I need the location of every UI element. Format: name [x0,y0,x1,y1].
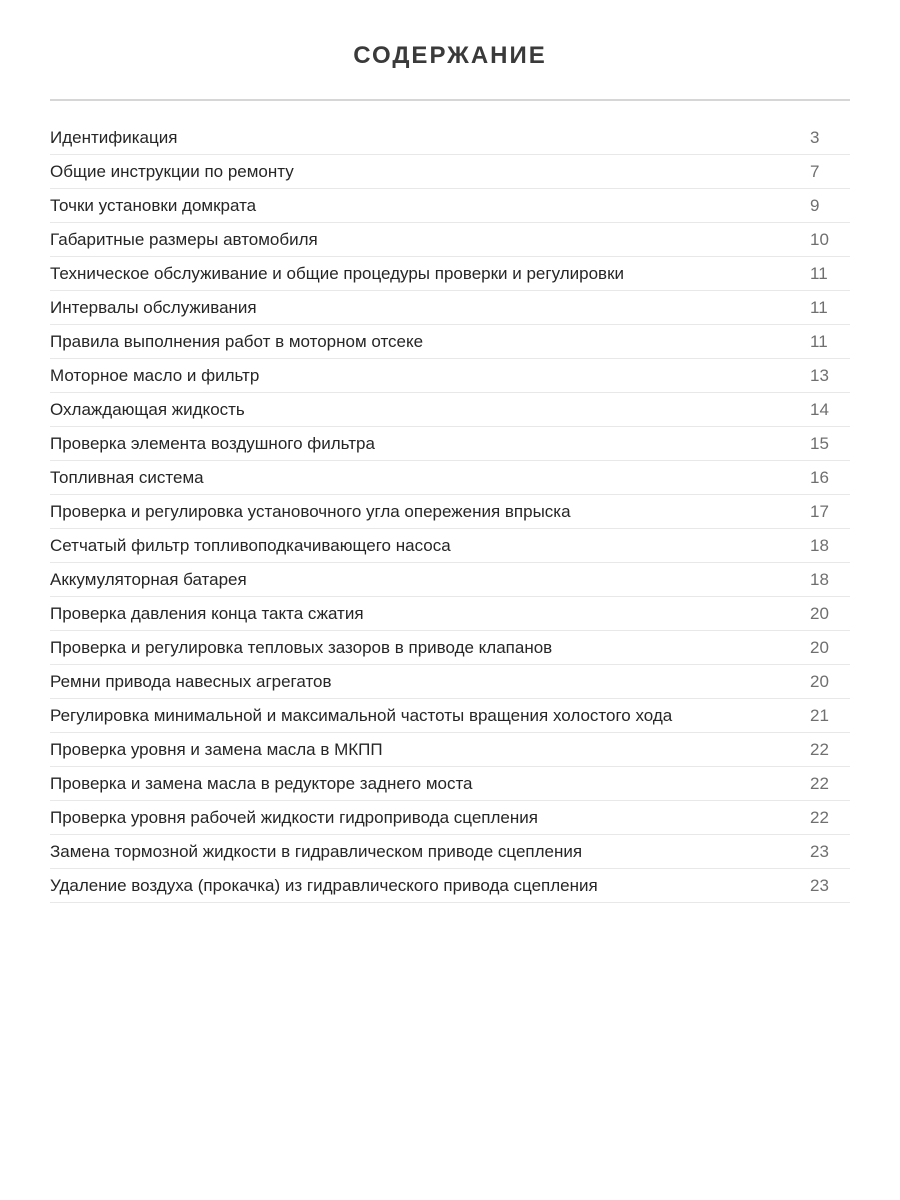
toc-entry-title: Проверка уровня рабочей жидкости гидропривода сцепления [50,807,538,827]
toc-entry-page-number: 16 [810,467,829,487]
toc-entry[interactable] [50,461,850,495]
toc-entry[interactable] [50,631,850,665]
toc-entry-page-number: 10 [810,229,829,249]
toc-entry-page-number: 7 [810,161,820,181]
toc-entry-page-number: 23 [810,841,829,861]
toc-entry-page-number: 22 [810,739,829,759]
toc-entry[interactable] [50,767,850,801]
toc-entry-title: Проверка и регулировка установочного угла опережения впрыска [50,501,571,521]
toc-entry-title: Правила выполнения работ в моторном отсеке [50,331,424,351]
toc-entry-page-number: 18 [810,569,829,589]
toc-entry-title: Аккумуляторная батарея [50,569,247,589]
toc-entry-page-number: 11 [810,297,828,317]
toc-entry-title: Регулировка минимальной и максимальной частоты вращения холостого хода [50,705,673,725]
toc-entry-title: Точки установки домкрата [50,195,257,215]
toc-entry-page-number: 14 [810,399,829,419]
toc-entry-title: Проверка элемента воздушного фильтра [50,433,375,453]
toc-entry[interactable] [50,563,850,597]
toc-entry-title: Интервалы обслуживания [50,297,257,317]
toc-entry-page-number: 3 [810,127,820,147]
toc-entry-title: Ремни привода навесных агрегатов [50,671,332,691]
toc-entry-title: Общие инструкции по ремонту [50,161,294,181]
page-title: СОДЕРЖАНИЕ [353,42,547,69]
toc-entry-title: Идентификация [50,127,178,147]
toc-entry-title: Проверка и замена масла в редукторе заднего моста [50,773,473,793]
toc-entry-title: Охлаждающая жидкость [50,399,245,419]
title-divider [50,99,850,101]
toc-entry[interactable] [50,359,850,393]
toc-entry-title: Проверка и регулировка тепловых зазоров в приводе клапанов [50,637,553,657]
toc-entry[interactable] [50,393,850,427]
toc-entry-title: Замена тормозной жидкости в гидравлическом приводе сцепления [50,841,583,861]
toc-entry-page-number: 20 [810,637,829,657]
toc-entry[interactable] [50,733,850,767]
toc-entry-page-number: 18 [810,535,829,555]
toc-entry-title: Сетчатый фильтр топливоподкачивающего насоса [50,535,451,555]
toc-entry-title: Моторное масло и фильтр [50,365,260,385]
toc-entry[interactable] [50,257,850,291]
toc-page [50,0,850,903]
toc-entry-title: Проверка уровня и замена масла в МКПП [50,739,383,759]
toc-entry[interactable] [50,189,850,223]
toc-entry-page-number: 20 [810,671,829,691]
toc-entry-page-number: 22 [810,773,829,793]
toc-entry-title: Техническое обслуживание и общие процедуры проверки и регулировки [50,263,625,283]
toc-entry[interactable] [50,801,850,835]
toc-entry-title: Габаритные размеры автомобиля [50,229,318,249]
toc-entry[interactable] [50,869,850,903]
toc-entry-page-number: 22 [810,807,829,827]
toc-entry[interactable] [50,699,850,733]
toc-entry-page-number: 21 [810,705,829,725]
toc-entry-page-number: 15 [810,433,829,453]
toc-entry[interactable] [50,597,850,631]
toc-entry-title: Проверка давления конца такта сжатия [50,603,364,623]
toc-entry-title: Удаление воздуха (прокачка) из гидравлического привода сцепления [50,875,598,895]
toc-entry-page-number: 11 [810,263,828,283]
toc-entry[interactable] [50,325,850,359]
toc-entry[interactable] [50,121,850,155]
toc-entry[interactable] [50,835,850,869]
toc-entry[interactable] [50,155,850,189]
toc-entry-title: Топливная система [50,467,204,487]
toc-entry-page-number: 11 [810,331,828,351]
toc-entry-page-number: 13 [810,365,829,385]
toc-entry[interactable] [50,665,850,699]
toc-entry-page-number: 20 [810,603,829,623]
toc-entry-page-number: 9 [810,195,820,215]
toc-entry[interactable] [50,495,850,529]
toc-entry[interactable] [50,291,850,325]
toc-entry-page-number: 17 [810,501,829,521]
toc-entry-page-number: 23 [810,875,829,895]
table-of-contents [50,121,850,903]
toc-entry[interactable] [50,529,850,563]
toc-entry[interactable] [50,427,850,461]
toc-entry[interactable] [50,223,850,257]
